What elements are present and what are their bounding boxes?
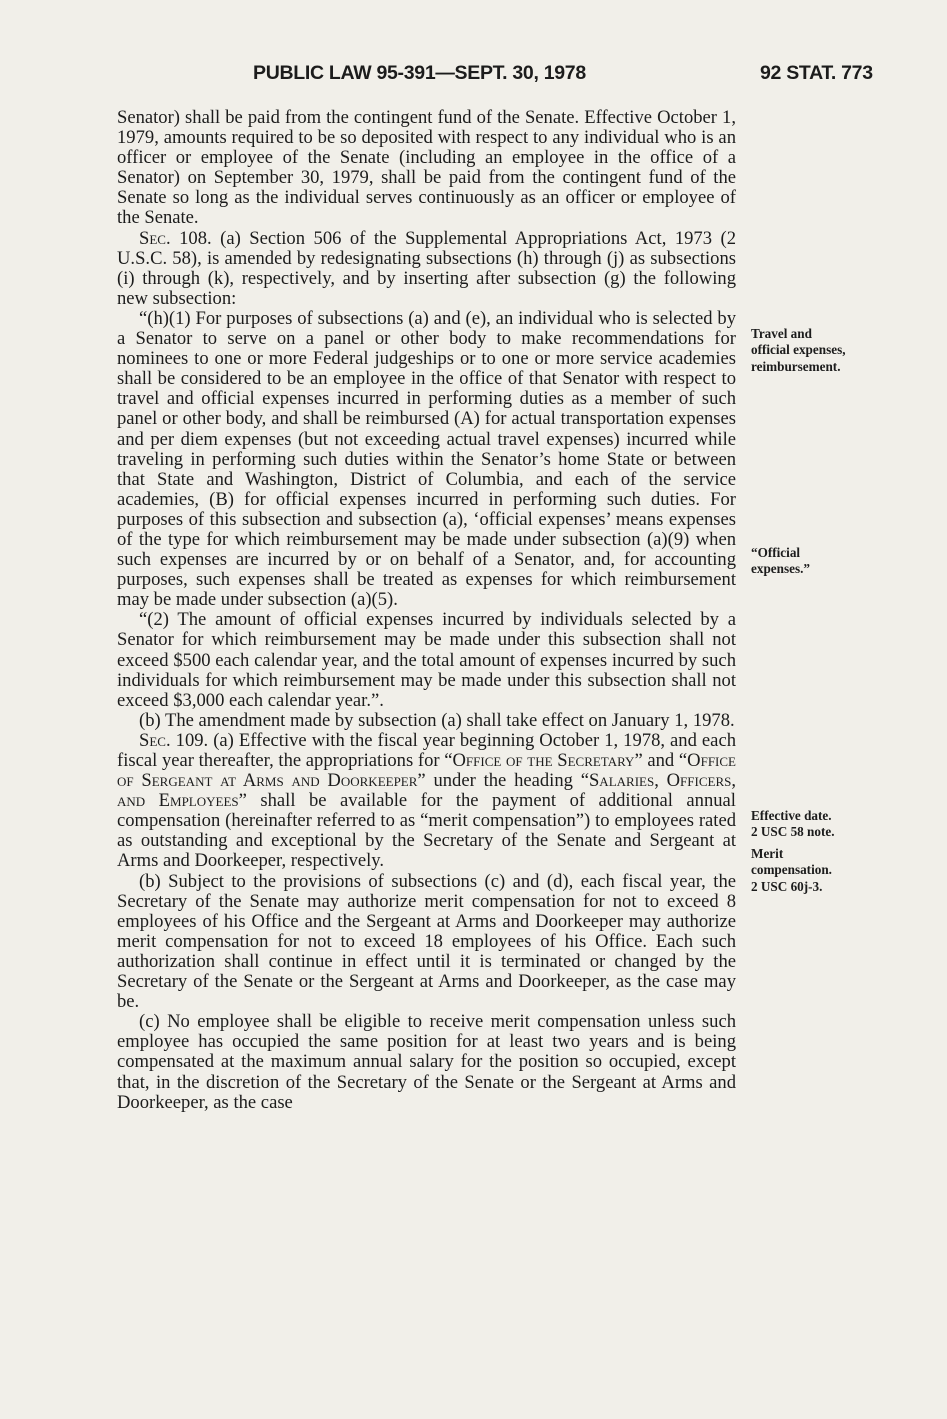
running-head-title: PUBLIC LAW 95-391—SEPT. 30, 1978	[253, 62, 586, 84]
subsection-h1-paragraph: “(h)(1) For purposes of subsections (a) and (e), an individual who is selected by a Senator to serve on a panel or other body to make recommendations for nominees to one or more Federal judgeships or to one or more service academies shall be considered to be an employee in the office of that Senator with respect to travel and official expenses incurred in performing duties as a member of such panel or other body, and shall be reimbursed (A) for actual transportation expenses and per diem expenses (but not exceeding actual travel expenses) incurred while traveling in performing such duties within the Senator’s home State or between that State and Washington, District of Columbia, and each of the service academies, (B) for official expenses incurred in performing such duties. For purposes of this subsection and subsection (a), ‘official expenses’ means expenses of the type for which reimbursement may be made under subsection (a)(9) when such expenses are incurred by or on behalf of a Senator, and, for accounting purposes, such expenses shall be treated as expenses for which reimbursement may be made under subsection (a)(5).	[117, 307, 736, 611]
statute-page-number: 92 STAT. 773	[760, 62, 873, 84]
effective-date-paragraph: (b) The amendment made by subsection (a) shall take effect on January 1, 1978.	[139, 709, 735, 731]
margin-note-line: 2 USC 60j-3.	[751, 878, 823, 894]
subsection-h2-paragraph: “(2) The amount of official expenses incurred by individuals selected by a Senator for which reimbursement may be made under this subsection shall not exceed $500 each calendar year, and the total amount of expenses incurred by such individuals for which reimbursement may be made under this subsection shall not exceed $3,000 each calendar year.”.	[117, 609, 736, 711]
salaries-heading: Salaries, Officers, and Employees	[117, 770, 737, 812]
subsection-b-paragraph: (b) Subject to the provisions of subsections (c) and (d), each fiscal year, the Secretary of the Senate may authorize merit compensation for not to exceed 8 employees of his Office and the Sergeant at Arms and Doorkeeper may authorize merit compensation for not to exceed 18 employees of his Office. Each such authorization shall continue in effect until it is terminated or changed by the Secretary of the Senate or the Sergeant at Arms and Doorkeeper, as the case may be.	[117, 870, 736, 1013]
section-label: Sec.	[139, 227, 171, 249]
section-label: Sec.	[139, 729, 171, 751]
margin-note-travel	[751, 326, 941, 375]
margin-note-line: expenses.”	[751, 561, 810, 577]
section-109-text: ” and “	[634, 750, 688, 771]
margin-note-line: Merit	[751, 846, 784, 861]
margin-note-merit	[751, 846, 941, 895]
paragraph-continued: Senator) shall be paid from the contingent fund of the Senate. Effective October 1, 1979, amounts required to be so deposited with respect to any individual who is an officer or employee of the Senate (including an employee in the office of a Senator) on September 30, 1979, shall be paid from the contingent fund of the Senate so long as the individual serves continuously as an officer or employee of the Senate.	[117, 107, 736, 229]
section-108-text: 108. (a) Section 506 of the Supplemental Appropriations Act, 1973 (2 U.S.C. 58), is amended by redesignating subsections (h) through (j) as subsections (i) through (k), respectively, and by inserting after subsection (g) the following new subsection:	[117, 227, 736, 309]
section-109-text: ” shall be available for the payment of additional annual compensation (hereinafter referred to as “merit compensation”) to employees rated as outstanding and exceptional by the Secretary of the Senate and Sergeant at Arms and Doorkeeper, respectively.	[117, 790, 736, 872]
margin-note-line: 2 USC 58 note.	[751, 824, 835, 840]
office-of-secretary-heading: Office of the Secretary	[452, 750, 635, 771]
margin-note-line: compensation.	[751, 862, 832, 878]
section-109-paragraph	[117, 731, 736, 872]
section-109-text: ” under the heading “	[417, 770, 589, 792]
margin-note-line: official expenses,	[751, 342, 846, 358]
margin-note-effective-date	[751, 808, 941, 841]
margin-note-official-expenses	[751, 545, 941, 578]
margin-note-line: reimbursement.	[751, 358, 841, 374]
margin-note-line: Travel and	[751, 326, 812, 341]
section-108-paragraph	[117, 229, 736, 309]
subsection-c-paragraph: (c) No employee shall be eligible to receive merit compensation unless such employee has occupied the same position for at least two years and is being compensated at the maximum annual salary for the position so occupied, except that, in the discretion of the Secretary of the Senate or the Sergeant at Arms and Doorkeeper, as the case	[117, 1011, 736, 1113]
main-text-column	[117, 108, 736, 1113]
margin-note-line: Effective date.	[751, 808, 832, 823]
office-of-sergeant-heading: Office of Sergeant at Arms and Doorkeeper	[117, 750, 737, 792]
margin-note-line: “Official	[751, 545, 801, 560]
section-109-text: 109. (a) Effective with the fiscal year beginning October 1, 1978, and each fiscal year thereafter, the appropriations for “	[117, 729, 736, 771]
page-header	[0, 62, 947, 88]
